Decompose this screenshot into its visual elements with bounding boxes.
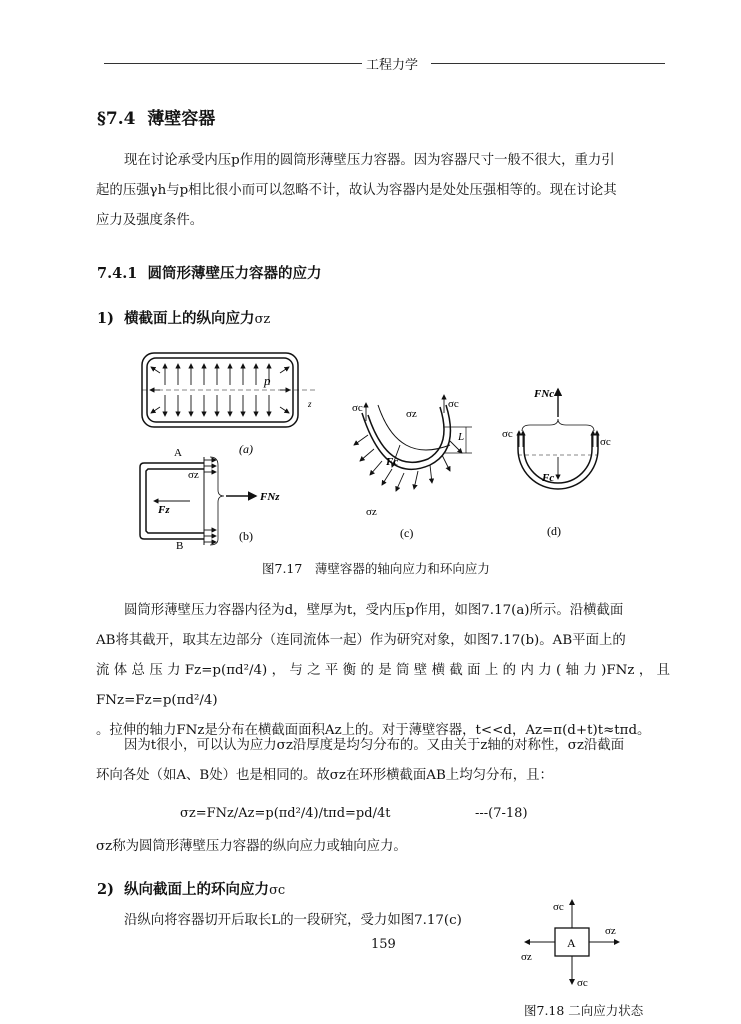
para2-line-3: 流体总压力Fz=p(πd²/4)，与之平衡的是筒壁横截面上的内力(轴力)FNz，且FNz=Fz=p(πd²/4) — [96, 663, 670, 708]
para5-line-1: 沿纵向将容器切开后取长L的一段研究，受力如图7.17(c) — [124, 913, 462, 928]
point-b-label: B — [176, 540, 184, 552]
para4-line-1: σz称为圆筒形薄壁压力容器的纵向应力或轴向应力。 — [96, 839, 407, 854]
intro-line-3: 应力及强度条件。 — [96, 213, 204, 228]
paragraph-4 — [96, 832, 670, 862]
paragraph-3 — [96, 731, 670, 791]
para2-line-4: 。拉伸的轴力FNz是分布在横截面面积Az上的。对于薄壁容器，t<<d，Az=π(d+t)t≈tπd。 — [96, 723, 651, 738]
header-rule-right — [431, 63, 665, 64]
equation-number: ---(7-18) — [475, 806, 528, 821]
item1-symbol: σz — [254, 312, 271, 327]
figure-b-section — [140, 447, 280, 552]
pressure-label: p — [264, 373, 271, 388]
sigma-c-label-c1: σc — [352, 402, 363, 414]
sigma-c-label-d2: σc — [600, 436, 611, 448]
sigma-c-top-label: σc — [553, 901, 564, 913]
sigma-c-bottom-label: σc — [577, 977, 588, 989]
equation-7-18: σz=FNz/Az=p(πd²/4)/tπd=pd/4t — [180, 806, 391, 821]
fnz-label: FNz — [260, 491, 280, 503]
intro-line-2: 起的压强γh与p相比很小而可以忽略不计，故认为容器内是处处压强相等的。现在讨论其 — [96, 183, 617, 198]
sigma-c-label-d1: σc — [502, 428, 513, 440]
paragraph-5 — [96, 906, 516, 936]
subsection-heading — [97, 262, 321, 283]
fnc-label: FNc — [534, 388, 555, 400]
sigma-z-right-label: σz — [605, 925, 616, 937]
fz-label: Fz — [158, 504, 170, 516]
length-label: L — [458, 431, 465, 443]
figure-d-ring — [502, 388, 611, 538]
section-number: §7.4 — [97, 109, 136, 129]
item2-label: 2) — [97, 881, 114, 898]
figure-7-17 — [130, 345, 630, 555]
para3-line-1: 因为t很小，可以认为应力σz沿厚度是均匀分布的。又由关于z轴的对称性，σz沿截面 — [124, 738, 625, 753]
figure-7-18 — [515, 894, 625, 994]
item1-title: 横截面上的纵向应力 — [124, 311, 255, 327]
fig-b-label: (b) — [239, 529, 253, 543]
para2-line-2: AB将其截开，取其左边部分（连同流体一起）作为研究对象，如图7.17(b)。AB平面上的 — [96, 633, 626, 648]
intro-line-1: 现在讨论承受内压p作用的圆筒形薄壁压力容器。因为容器尺寸一般不很大，重力引 — [124, 153, 615, 168]
sigma-z-label-b: σz — [188, 469, 199, 481]
sigma-z-label-c2: σz — [366, 506, 377, 518]
item1-heading — [97, 307, 270, 328]
para2-line-1: 圆筒形薄壁压力容器内径为d，壁厚为t，受内压p作用，如图7.17(a)所示。沿横截面 — [124, 603, 624, 618]
para3-line-2: 环向各处（如A、B处）也是相同的。故σz在环形横截面AB上均匀分布，且： — [96, 768, 553, 783]
item2-title: 纵向截面上的环向应力 — [124, 882, 270, 898]
fig-a-label: (a) — [239, 442, 253, 456]
fig-c-label: (c) — [400, 526, 414, 540]
figure-7-18-caption: 图7.18 二向应力状态 — [524, 1003, 644, 1018]
fc-label-c: Fc — [386, 456, 399, 468]
page-number: 159 — [371, 937, 396, 952]
z-axis-label: z — [308, 399, 312, 409]
subsection-title: 圆筒形薄壁压力容器的应力 — [147, 266, 322, 282]
sigma-z-label-c: σz — [406, 408, 417, 420]
section-title — [97, 104, 215, 129]
sigma-c-label-c2: σc — [448, 398, 459, 410]
item2-heading — [97, 878, 285, 899]
fc-label-d: Fc — [542, 472, 555, 484]
figure-7-17-caption: 图7.17 薄壁容器的轴向应力和环向应力 — [262, 561, 490, 576]
subsection-number: 7.4.1 — [97, 265, 138, 282]
item1-label: 1) — [97, 310, 114, 327]
intro-paragraph — [96, 146, 670, 236]
figure-c-segment — [352, 395, 472, 540]
section-name: 薄壁容器 — [147, 109, 216, 129]
element-label: A — [567, 936, 576, 950]
item2-symbol: σc — [269, 883, 286, 898]
fig-d-label: (d) — [547, 524, 561, 538]
header-rule-left — [104, 63, 362, 64]
header-title: 工程力学 — [366, 58, 419, 73]
figure-a-cylinder — [142, 353, 316, 456]
paragraph-2 — [96, 596, 670, 746]
sigma-z-left-label: σz — [521, 951, 532, 963]
point-a-label: A — [174, 447, 182, 459]
